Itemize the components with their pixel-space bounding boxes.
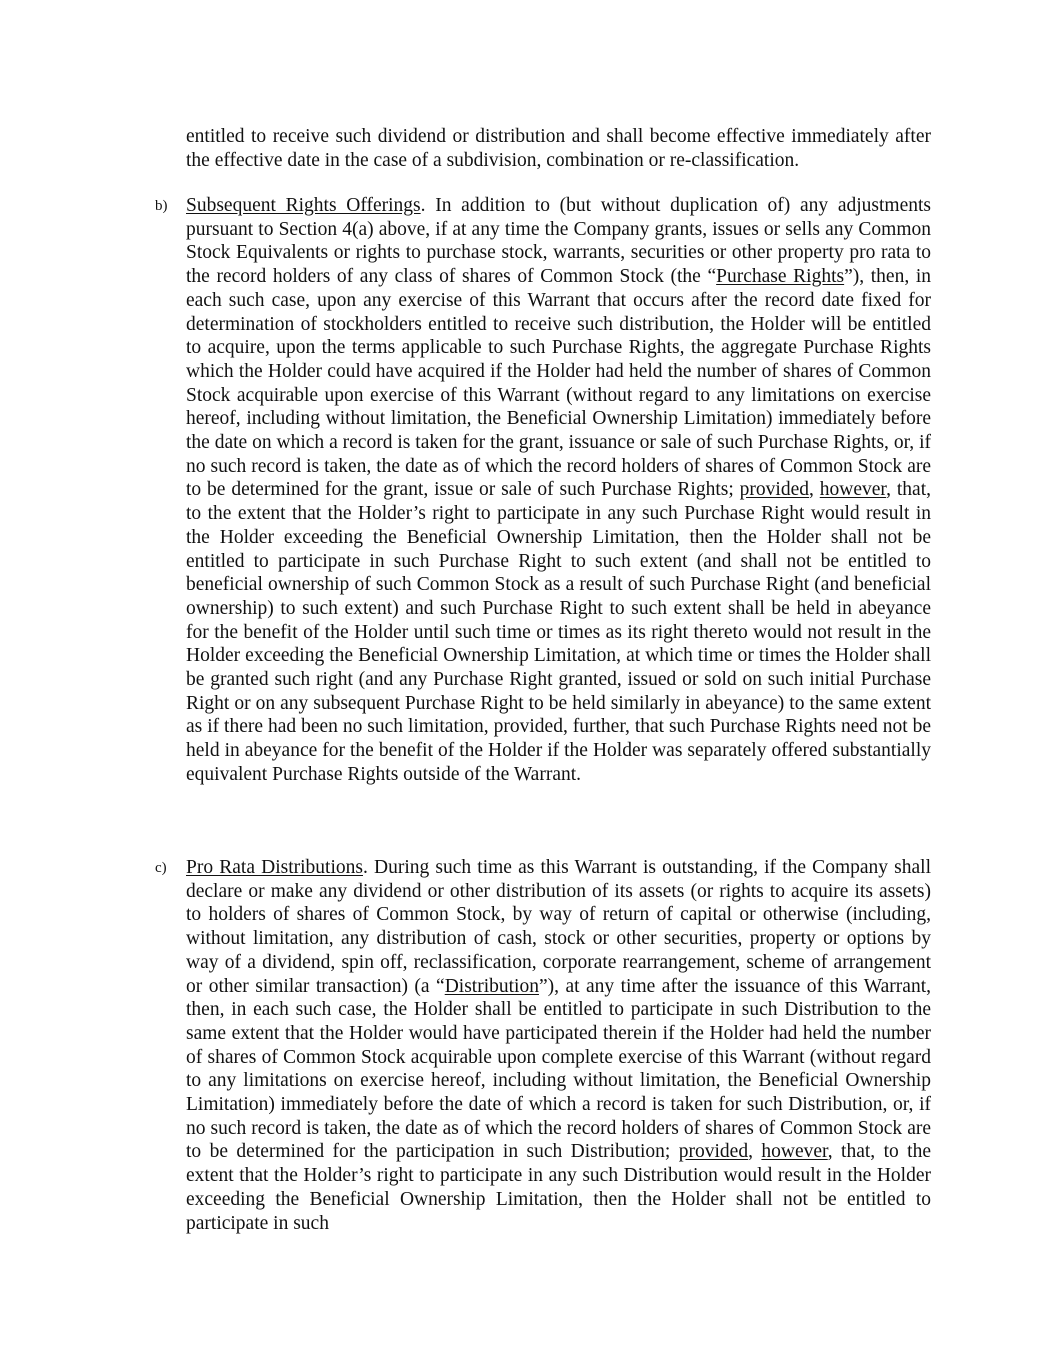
section-b-text-2: ”), then, in each such case, upon any exercise of this Warrant that occurs after the record date fixed for determination of stockholders entitled to receive such distribution, the Holder will be entitled to acquire, upon the terms applicable to such Purchase Rights, the aggregate Purchase Rights which the Holder could have acquired if the Holder had held the number of shares of Common Stock acquirable upon exercise of this Warrant (without regard to any limitations on exercise hereof, including without limitation, the Beneficial Ownership Limitation) immediately before the date on which a record is taken for the grant, issuance or sale of such Purchase Rights, or, if no such record is taken, the date as of which the record holders of shares of Common Stock are to be determined for the grant, issue or sale of such Purchase Rights; <box>186 266 932 501</box>
section-b-marker: b) <box>155 198 168 214</box>
section-b-provided: provided <box>739 479 809 501</box>
continuation-text: entitled to receive such dividend or distribution and shall become effective immediately after the effective date in the case of a subdivision, combination or re-classification. <box>186 126 931 171</box>
section-b-heading: Subsequent Rights Offerings <box>186 195 421 216</box>
section-c-paragraph <box>186 856 931 1235</box>
section-b-defined-term: Purchase Rights <box>716 266 845 288</box>
section-c-defined-term: Distribution <box>444 975 539 997</box>
section-c-text-1: . During such time as this Warrant is outstanding, if the Company shall declare or make any dividend or other distribution of its assets (or rights to acquire its assets) to holders of shares of Common Stock, by way of return of capital or otherwise (including, without limitation, any distribution of cash, stock or other securities, property or options by way of a dividend, spin off, reclassification, corporate rearrangement, scheme of arrangement or other similar transaction) (a “ <box>186 857 931 997</box>
section-c-marker: c) <box>155 860 167 876</box>
section-b-text-3: , that, to the extent that the Holder’s right to participate in any such Purchase Right would result in the Holder exceeding the Beneficial Ownership Limitation, then the Holder shall not be entitled to participate in such Purchase Right to such extent (and shall not be entitled to beneficial ownership of such Common Stock as a result of such Purchase Right (and beneficial ownership) to such extent) and such Purchase Right to such extent shall be held in abeyance for the benefit of the Holder until such time or times as its right thereto would not result in the Holder exceeding the Beneficial Ownership Limitation, at which time or times the Holder shall be granted such right (and any Purchase Right granted, issued or sold on such initial Purchase Right or on any subsequent Purchase Right to be held similarly in abeyance) to the same extent as if there had been no such limitation, provided, further, that such Purchase Rights need not be held in abeyance for the benefit of the Holder if the Holder was separately offered substantially equivalent Purchase Rights outside of the Warrant. <box>186 479 931 785</box>
section-c-text-3: , that, to the extent that the Holder’s right to participate in any such Distribution would result in the Holder exceeding the Beneficial Ownership Limitation, then the Holder shall not be entitled to participate in such <box>186 1141 931 1234</box>
section-c-comma: , <box>748 1141 762 1163</box>
section-b-text-1: . In addition to (but without duplication of) any adjustments pursuant to Section 4(a) above, if at any time the Company grants, issues or sells any Common Stock Equivalents or rights to purchase stock, warrants, securities or other property pro rata to the record holders of any class of shares of Common Stock (the “ <box>186 195 931 288</box>
section-c-text-2: ”), at any time after the issuance of this Warrant, then, in each such case, the Holder shall be entitled to participate in such Distribution to the same extent that the Holder would have participated therein if the Holder had held the number of shares of Common Stock acquirable upon complete exercise of this Warrant (without regard to any limitations on exercise hereof, including without limitation, the Beneficial Ownership Limitation) immediately before the date of which a record is taken for such Distribution, or, if no such record is taken, the date as of which the record holders of shares of Common Stock are to be determined for the participation in such Distribution; <box>186 975 931 1163</box>
section-c-heading: Pro Rata Distributions <box>186 857 363 878</box>
section-b-paragraph <box>186 194 931 787</box>
section-b-comma: , <box>808 479 820 501</box>
continuation-paragraph <box>186 125 931 172</box>
section-c-provided: provided <box>678 1141 749 1163</box>
section-b-however: however <box>819 479 887 501</box>
section-c-however: however <box>761 1141 828 1163</box>
